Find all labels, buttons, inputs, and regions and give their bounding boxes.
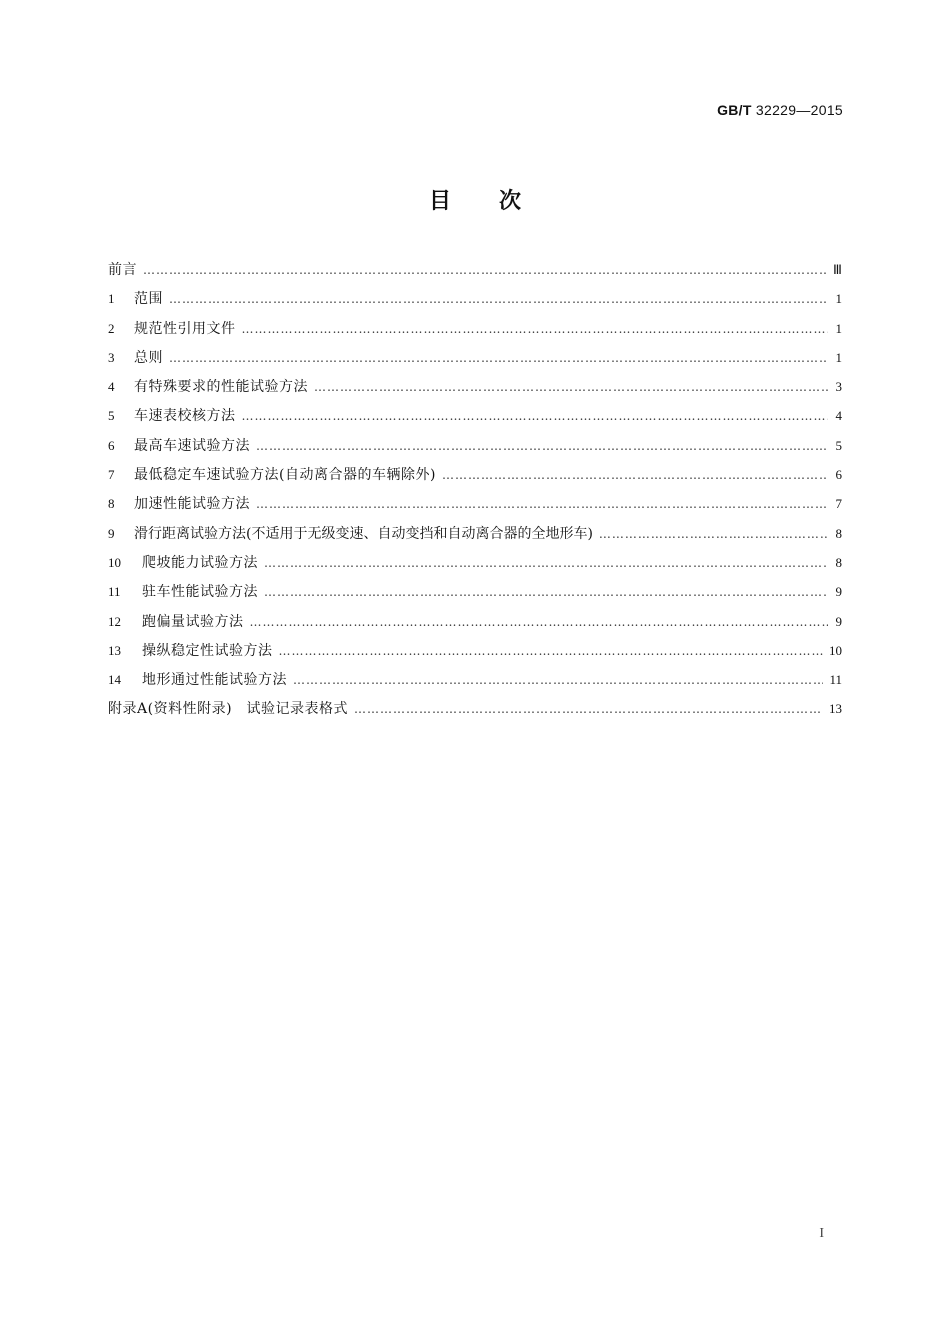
standard-code — [717, 102, 843, 118]
toc-label: 规范性引用文件 — [134, 320, 236, 337]
toc-row-1[interactable] — [108, 288, 842, 317]
footer-page-number: I — [819, 1226, 824, 1241]
toc-leader — [314, 380, 828, 394]
toc-number: 13 — [108, 642, 121, 658]
toc-page: 8 — [835, 554, 842, 570]
toc-leader — [256, 497, 828, 511]
toc-label: 范围 — [134, 291, 163, 308]
toc-page: 1 — [835, 291, 842, 307]
toc-number: 10 — [108, 554, 121, 570]
toc-leader — [250, 615, 829, 629]
toc-number: 5 — [108, 408, 115, 424]
toc-leader — [442, 468, 828, 482]
toc-number: 7 — [108, 467, 115, 483]
toc-row-7[interactable] — [108, 464, 842, 493]
toc-row-6[interactable] — [108, 435, 842, 464]
toc-label: 前言 — [108, 262, 137, 278]
toc-number: 12 — [108, 613, 121, 629]
toc-number: 8 — [108, 496, 115, 512]
toc-leader — [143, 263, 827, 277]
toc-number: 1 — [108, 291, 115, 307]
toc-leader — [242, 409, 829, 423]
toc-row-13[interactable] — [108, 640, 842, 669]
table-of-contents — [108, 259, 842, 728]
toc-leader — [256, 439, 828, 453]
toc-page: 1 — [835, 320, 842, 336]
page-title: 目次 — [428, 189, 569, 214]
toc-page: 8 — [835, 525, 842, 541]
toc-page: 9 — [835, 613, 842, 629]
toc-label: 滑行距离试验方法(不适用于无级变速、自动变挡和自动离合器的全地形车) — [134, 525, 593, 542]
toc-row-5[interactable] — [108, 405, 842, 434]
toc-label: 总则 — [134, 349, 163, 366]
toc-label: 地形通过性能试验方法 — [142, 672, 287, 689]
toc-label: 车速表校核方法 — [134, 408, 236, 425]
toc-leader — [169, 292, 828, 306]
toc-number: 2 — [108, 320, 115, 336]
toc-number: 9 — [108, 525, 115, 541]
toc-leader — [169, 351, 828, 365]
toc-leader — [264, 556, 828, 570]
toc-page: 13 — [829, 701, 842, 717]
toc-number: 14 — [108, 672, 121, 688]
toc-row-foreword[interactable] — [108, 259, 842, 288]
toc-page: 5 — [835, 437, 842, 453]
toc-leader — [242, 322, 829, 336]
toc-label: 最高车速试验方法 — [134, 437, 250, 454]
toc-leader — [264, 585, 828, 599]
toc-label: 最低稳定车速试验方法(自动离合器的车辆除外) — [134, 467, 436, 484]
toc-page: 4 — [835, 408, 842, 424]
toc-label: 有特殊要求的性能试验方法 — [134, 379, 308, 396]
toc-row-10[interactable] — [108, 552, 842, 581]
toc-row-11[interactable] — [108, 581, 842, 610]
toc-page: 9 — [835, 584, 842, 600]
toc-row-3[interactable] — [108, 347, 842, 376]
toc-number: 3 — [108, 349, 115, 365]
toc-row-4[interactable] — [108, 376, 842, 405]
standard-prefix: GB/T — [717, 102, 752, 118]
toc-row-appendix-a[interactable] — [108, 698, 842, 727]
toc-page: 11 — [829, 672, 842, 688]
toc-label: 操纵稳定性试验方法 — [142, 642, 273, 659]
toc-number: 6 — [108, 437, 115, 453]
toc-row-14[interactable] — [108, 669, 842, 698]
toc-row-9[interactable] — [108, 523, 842, 552]
toc-page: 3 — [835, 379, 842, 395]
toc-row-2[interactable] — [108, 318, 842, 347]
toc-leader — [354, 702, 823, 716]
toc-label: 跑偏量试验方法 — [142, 613, 244, 630]
toc-leader — [293, 673, 823, 687]
toc-page: 7 — [835, 496, 842, 512]
toc-label: 爬坡能力试验方法 — [142, 554, 258, 571]
toc-page: 6 — [835, 467, 842, 483]
toc-label: 加速性能试验方法 — [134, 496, 250, 513]
toc-page: 10 — [829, 642, 842, 658]
toc-row-12[interactable] — [108, 611, 842, 640]
toc-page: Ⅲ — [833, 262, 842, 277]
toc-leader — [279, 644, 824, 658]
toc-leader — [599, 527, 828, 541]
toc-number: 4 — [108, 379, 115, 395]
toc-page: 1 — [835, 349, 842, 365]
toc-label: 附录A(资料性附录) 试验记录表格式 — [108, 701, 349, 718]
toc-number: 11 — [108, 584, 121, 600]
toc-row-8[interactable] — [108, 493, 842, 522]
toc-label: 驻车性能试验方法 — [142, 584, 258, 601]
standard-number: 32229—2015 — [755, 102, 843, 118]
